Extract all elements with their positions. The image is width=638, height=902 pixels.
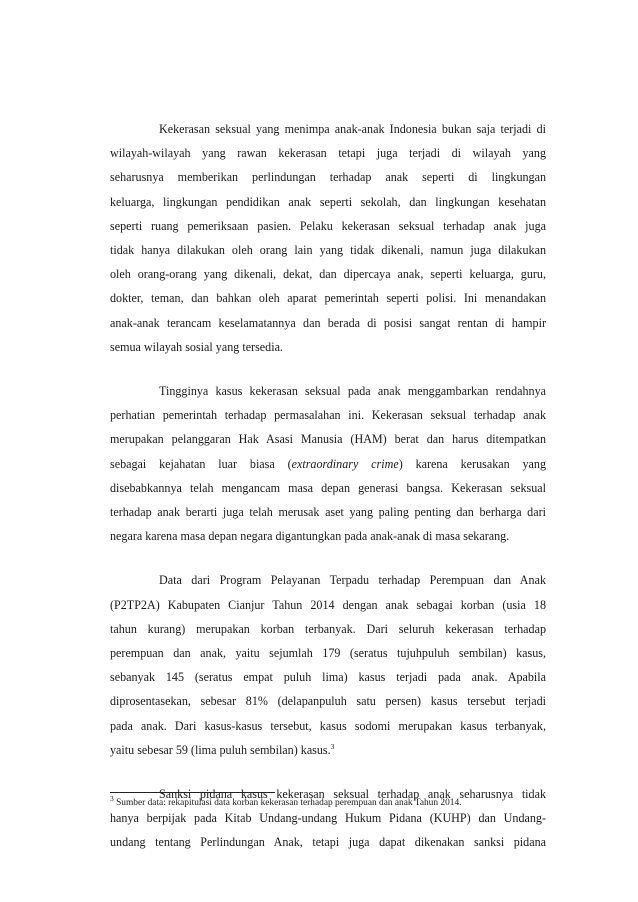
paragraph-line: yaitu sebesar 59 (lima puluh sembilan) kasus.$^3$ <box>110 741 335 757</box>
paragraph-line: semua wilayah sosial yang tersedia. <box>110 339 283 354</box>
paragraph-line: Data dari Program Pelayanan Terpadu terhadap Perempuan dan Anak <box>159 573 546 588</box>
paragraph-line: keluarga, lingkungan pendidikan anak seperti sekolah, dan lingkungan kesehatan <box>110 194 546 209</box>
footnote-number: 3 <box>110 793 114 803</box>
paragraph-line: hanya berpijak pada Kitab Undang-undang Hukum Pidana (KUHP) dan Undang- <box>110 811 546 826</box>
paragraph-line: dokter, teman, dan bahkan oleh aparat pemerintah seperti polisi. Ini menandakan <box>110 291 546 306</box>
paragraph-line: undang tentang Perlindungan Anak, tetapi juga dapat dikenakan sanksi pidana <box>110 835 546 850</box>
paragraph-line: wilayah-wilayah yang rawan kekerasan tetapi juga terjadi di wilayah yang <box>110 146 546 161</box>
footnote-divider <box>110 792 275 793</box>
document-body <box>110 117 546 875</box>
paragraph-line: Kekerasan seksual yang menimpa anak-anak Indonesia bukan saja terjadi di <box>159 122 546 136</box>
paragraph-line: perempuan dan anak, yaitu sejumlah 179 (seratus tujuhpuluh sembilan) kasus, <box>110 646 546 661</box>
paragraph-line: disebabkannya telah mengancam masa depan generasi bangsa. Kekerasan seksual <box>110 480 546 495</box>
paragraph-3 <box>110 568 546 762</box>
footnote-ref[interactable]: 3 <box>330 741 335 751</box>
paragraph-line: merupakan pelanggaran Hak Asasi Manusia (HAM) berat dan harus ditempatkan <box>110 432 546 447</box>
paragraph-line: sebagai kejahatan luar biasa (extraordinary crime) karena kerusakan yang <box>110 456 546 471</box>
paragraph-line: oleh orang-orang yang dikenali, dekat, dan dipercaya anak, seperti keluarga, guru, <box>110 267 546 282</box>
paragraph-line: anak-anak terancam keselamatannya dan berada di posisi sangat rentan di hampir <box>110 315 546 330</box>
paragraph-line: diprosentasekan, sebesar 81% (delapanpuluh satu persen) kasus tersebut terjadi <box>110 694 546 709</box>
paragraph-line: (P2TP2A) Kabupaten Cianjur Tahun 2014 dengan anak sebagai korban (usia 18 <box>110 597 546 612</box>
paragraph-line: seperti ruang pemeriksaan pasien. Pelaku kekerasan seksual terhadap anak juga <box>110 218 546 233</box>
paragraph-line: pada anak. Dari kasus-kasus tersebut, kasus sodomi merupakan kasus terbanyak, <box>110 718 546 733</box>
paragraph-1 <box>110 117 546 359</box>
paragraph-line: terhadap anak berarti juga telah merusak aset yang paling penting dan berharga dari <box>110 505 546 520</box>
paragraph-line: seharusnya memberikan perlindungan terhadap anak seperti di lingkungan <box>110 170 546 185</box>
italic-term: extraordinary crime <box>291 456 399 471</box>
paragraph-line: sebanyak 145 (seratus empat puluh lima) kasus terjadi pada anak. Apabila <box>110 670 546 685</box>
paragraph-line: Tingginya kasus kekerasan seksual pada anak menggambarkan rendahnya <box>159 384 546 399</box>
paragraph-line: tidak hanya dilakukan oleh orang lain yang tidak dikenali, namun juga dilakukan <box>110 243 546 258</box>
footnote-text: Sumber data: rekapitulasi data korban kekerasan terhadap perempuan dan anak Tahun 2014. <box>116 798 462 808</box>
paragraph-line: perhatian pemerintah terhadap permasalahan ini. Kekerasan seksual terhadap anak <box>110 408 546 423</box>
paragraph-line: tahun kurang) merupakan korban terbanyak. Dari seluruh kekerasan terhadap <box>110 621 546 636</box>
paragraph-line: negara karena masa depan negara digantungkan pada anak-anak di masa sekarang. <box>110 529 510 544</box>
paragraph-line: Sanksi pidana kasus kekerasan seksual terhadap anak seharusnya tidak <box>159 787 546 802</box>
paragraph-2 <box>110 379 546 548</box>
